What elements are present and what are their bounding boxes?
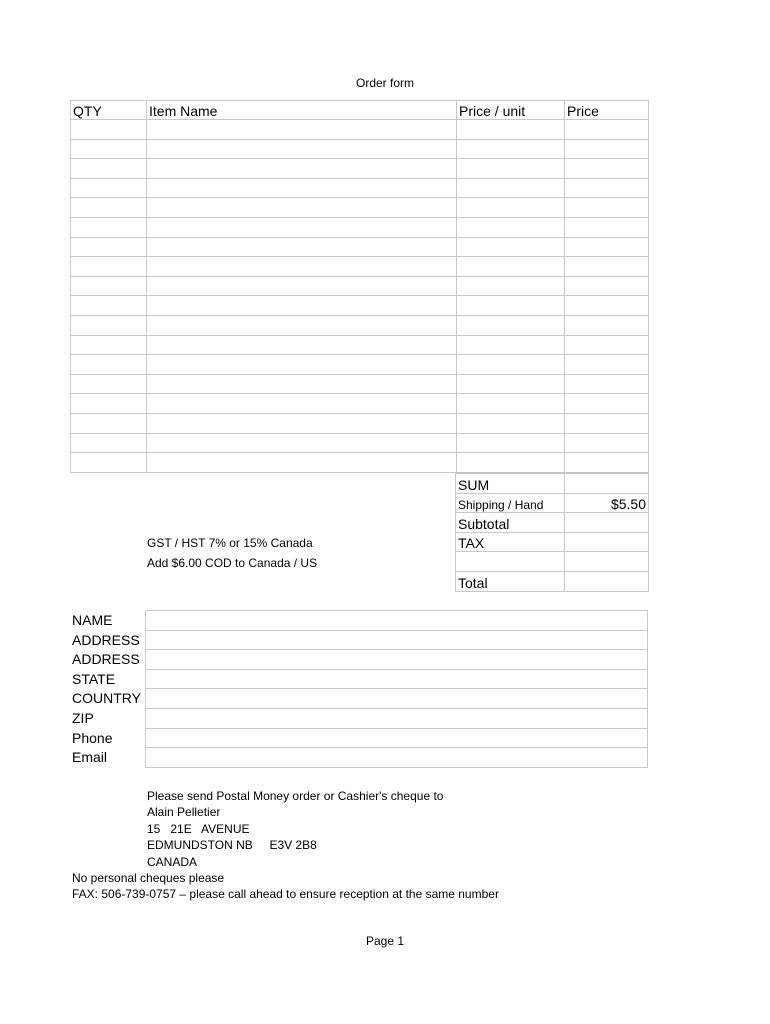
table-row — [71, 237, 649, 257]
mailing-country: CANADA — [147, 854, 198, 869]
price-cell[interactable] — [565, 198, 649, 218]
qty-header: QTY — [71, 101, 147, 120]
table-row — [71, 453, 649, 473]
price-unit-cell[interactable] — [457, 159, 565, 179]
mailing-instruction: Please send Postal Money order or Cashier's cheque to — [147, 789, 444, 803]
blank-value[interactable] — [565, 552, 649, 572]
state-label: STATE — [72, 670, 116, 687]
customer-fields — [145, 610, 648, 768]
price-unit-cell[interactable] — [457, 217, 565, 237]
table-row — [71, 257, 649, 277]
blank-label — [456, 552, 565, 572]
table-row — [71, 178, 649, 198]
price-unit-header: Price / unit — [457, 101, 565, 120]
zip-label: ZIP — [72, 709, 94, 726]
qty-cell[interactable] — [71, 413, 147, 433]
table-row — [71, 413, 649, 433]
address-label-1: ADDRESS — [72, 631, 140, 648]
fax-note: FAX: 506-739-0757 – please call ahead to ensure reception at the same number — [72, 887, 499, 902]
price-cell[interactable] — [565, 315, 649, 335]
item-name-cell[interactable] — [147, 335, 457, 355]
item-name-cell[interactable] — [147, 413, 457, 433]
item-name-cell[interactable] — [147, 315, 457, 335]
price-unit-cell[interactable] — [457, 120, 565, 140]
price-cell[interactable] — [565, 276, 649, 296]
cod-note: Add $6.00 COD to Canada / US — [147, 556, 318, 570]
price-cell[interactable] — [565, 433, 649, 453]
tax-value[interactable] — [565, 532, 649, 552]
totals-row-blank — [456, 552, 649, 572]
price-unit-cell[interactable] — [457, 394, 565, 414]
qty-cell[interactable] — [71, 237, 147, 257]
address-field-2[interactable] — [146, 650, 648, 670]
table-row — [71, 198, 649, 218]
price-unit-cell[interactable] — [457, 198, 565, 218]
price-unit-cell[interactable] — [457, 335, 565, 355]
table-row — [71, 217, 649, 237]
table-row — [71, 374, 649, 394]
price-cell[interactable] — [565, 139, 649, 159]
mailing-address — [147, 788, 443, 870]
totals-row-sum — [456, 474, 649, 494]
qty-cell[interactable] — [71, 355, 147, 375]
address-field-1[interactable] — [146, 630, 648, 650]
price-cell[interactable] — [565, 296, 649, 316]
totals-row-tax — [456, 532, 649, 552]
price-cell[interactable] — [565, 374, 649, 394]
item-name-cell[interactable] — [147, 394, 457, 414]
item-name-cell[interactable] — [147, 237, 457, 257]
item-name-cell[interactable] — [147, 453, 457, 473]
mailing-street: 15 21E AVENUE — [147, 821, 250, 836]
payment-notes — [72, 870, 499, 903]
email-label: Email — [72, 749, 108, 766]
item-name-cell[interactable] — [147, 433, 457, 453]
mailing-name: Alain Pelletier — [147, 805, 221, 820]
country-label: COUNTRY — [72, 690, 141, 707]
price-cell[interactable] — [565, 394, 649, 414]
table-row — [71, 355, 649, 375]
price-cell[interactable] — [565, 257, 649, 277]
sum-label: SUM — [456, 474, 565, 494]
table-row — [71, 315, 649, 335]
customer-labels — [72, 611, 141, 768]
qty-cell[interactable] — [71, 453, 147, 473]
qty-cell[interactable] — [71, 433, 147, 453]
state-field[interactable] — [146, 669, 648, 689]
qty-cell[interactable] — [71, 159, 147, 179]
price-unit-cell[interactable] — [457, 296, 565, 316]
mailing-city: EDMUNDSTON NB E3V 2B8 — [147, 838, 317, 853]
shipping-label: Shipping / Hand — [456, 493, 565, 513]
price-cell[interactable] — [565, 178, 649, 198]
totals-row-total — [456, 571, 649, 591]
table-row — [71, 296, 649, 316]
address-label-2: ADDRESS — [72, 651, 140, 668]
sum-value[interactable] — [565, 474, 649, 494]
item-name-header: Item Name — [147, 101, 457, 120]
qty-cell[interactable] — [71, 315, 147, 335]
no-cheques-note: No personal cheques please — [72, 871, 225, 885]
items-table — [70, 100, 649, 473]
totals-table — [455, 473, 649, 592]
qty-cell[interactable] — [71, 198, 147, 218]
totals-row-shipping — [456, 493, 649, 513]
item-name-cell[interactable] — [147, 276, 457, 296]
price-unit-cell[interactable] — [457, 178, 565, 198]
qty-cell[interactable] — [71, 296, 147, 316]
price-unit-cell[interactable] — [457, 276, 565, 296]
price-cell[interactable] — [565, 335, 649, 355]
price-unit-cell[interactable] — [457, 433, 565, 453]
subtotal-value[interactable] — [565, 513, 649, 533]
price-cell[interactable] — [565, 159, 649, 179]
price-cell[interactable] — [565, 413, 649, 433]
qty-cell[interactable] — [71, 178, 147, 198]
page-number: Page 1 — [365, 934, 405, 948]
item-name-cell[interactable] — [147, 257, 457, 277]
item-name-cell[interactable] — [147, 296, 457, 316]
email-field[interactable] — [146, 748, 648, 768]
item-name-cell[interactable] — [147, 198, 457, 218]
item-name-cell[interactable] — [147, 217, 457, 237]
price-cell[interactable] — [565, 120, 649, 140]
price-unit-cell[interactable] — [457, 453, 565, 473]
price-header: Price — [565, 101, 649, 120]
subtotal-label: Subtotal — [456, 513, 565, 533]
price-unit-cell[interactable] — [457, 257, 565, 277]
items-header-row — [71, 101, 649, 120]
table-row — [71, 335, 649, 355]
page-title: Order form — [355, 76, 414, 90]
name-field[interactable] — [146, 611, 648, 631]
item-name-cell[interactable] — [147, 374, 457, 394]
phone-label: Phone — [72, 729, 113, 746]
price-unit-cell[interactable] — [457, 374, 565, 394]
totals-row-subtotal — [456, 513, 649, 533]
country-field[interactable] — [146, 689, 648, 709]
qty-cell[interactable] — [71, 139, 147, 159]
item-name-cell[interactable] — [147, 139, 457, 159]
price-cell[interactable] — [565, 453, 649, 473]
qty-cell[interactable] — [71, 120, 147, 140]
phone-field[interactable] — [146, 728, 648, 748]
price-cell[interactable] — [565, 355, 649, 375]
table-row — [71, 433, 649, 453]
qty-cell[interactable] — [71, 217, 147, 237]
qty-cell[interactable] — [71, 394, 147, 414]
table-row — [71, 120, 649, 140]
tax-note: GST / HST 7% or 15% Canada — [147, 536, 313, 550]
price-unit-cell[interactable] — [457, 355, 565, 375]
qty-cell[interactable] — [71, 374, 147, 394]
table-row — [71, 276, 649, 296]
qty-cell[interactable] — [71, 276, 147, 296]
tax-label: TAX — [456, 532, 565, 552]
price-unit-cell[interactable] — [457, 237, 565, 257]
item-name-cell[interactable] — [147, 178, 457, 198]
qty-cell[interactable] — [71, 335, 147, 355]
zip-field[interactable] — [146, 708, 648, 728]
price-unit-cell[interactable] — [457, 413, 565, 433]
price-cell[interactable] — [565, 237, 649, 257]
qty-cell[interactable] — [71, 257, 147, 277]
shipping-value: $5.50 — [565, 493, 649, 513]
total-value[interactable] — [565, 571, 649, 591]
table-row — [71, 159, 649, 179]
price-cell[interactable] — [565, 217, 649, 237]
item-name-cell[interactable] — [147, 159, 457, 179]
price-unit-cell[interactable] — [457, 139, 565, 159]
table-row — [71, 139, 649, 159]
price-unit-cell[interactable] — [457, 315, 565, 335]
item-name-cell[interactable] — [147, 355, 457, 375]
item-name-cell[interactable] — [147, 120, 457, 140]
total-label: Total — [456, 571, 565, 591]
table-row — [71, 394, 649, 414]
name-label: NAME — [72, 612, 113, 628]
